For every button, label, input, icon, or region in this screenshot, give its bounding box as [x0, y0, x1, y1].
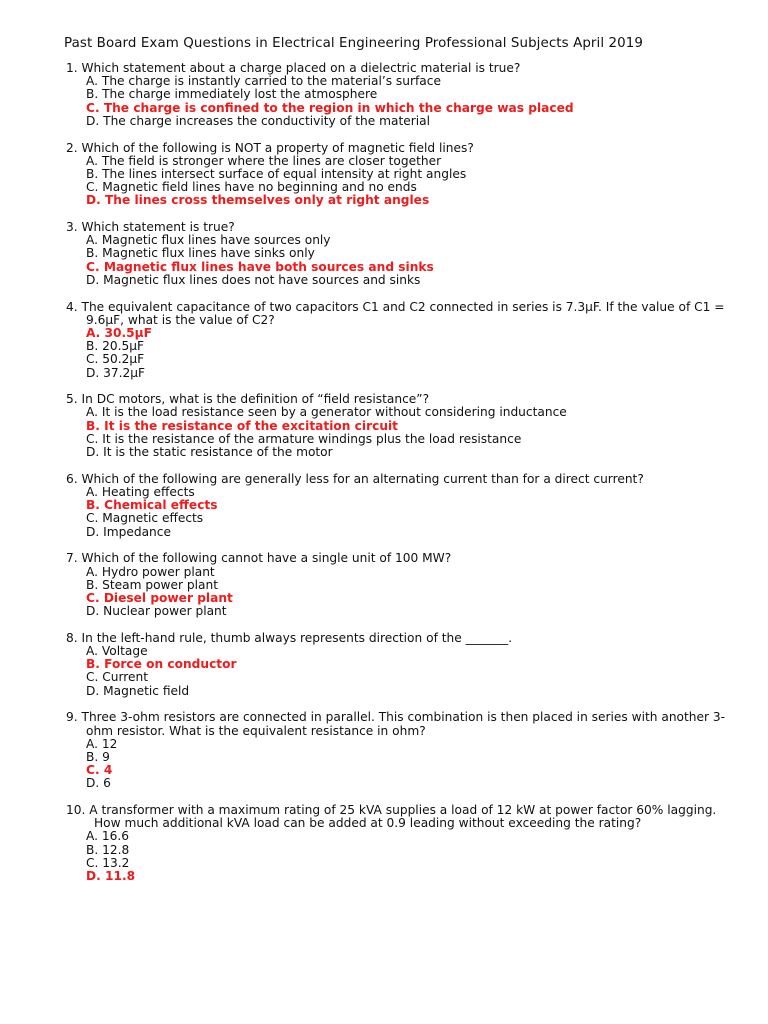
answer-option: C. 13.2 — [86, 855, 130, 870]
correct-answer-option: C. Magnetic flux lines have both sources and sinks — [86, 259, 434, 274]
answer-option: D. Nuclear power plant — [86, 604, 227, 619]
answer-option: A. The charge is instantly carried to the material’s surface — [86, 74, 441, 89]
answer-option: C. It is the resistance of the armature windings plus the load resistance — [86, 431, 522, 446]
answer-options — [66, 155, 736, 208]
answer-options — [66, 738, 736, 791]
question-7 — [66, 552, 736, 618]
answer-options — [66, 566, 736, 619]
answer-option: A. The field is stronger where the lines are closer together — [86, 153, 442, 168]
correct-answer-option: D. The lines cross themselves only at right angles — [86, 193, 430, 208]
answer-option: C. Magnetic effects — [86, 511, 204, 526]
answer-option: D. Impedance — [86, 524, 171, 539]
correct-answer-option: C. The charge is confined to the region in which the charge was placed — [86, 100, 574, 115]
answer-option: B. 9 — [86, 749, 110, 764]
answer-option: B. Steam power plant — [86, 577, 218, 592]
question-stem: 1. Which statement about a charge placed on a dielectric material is true? — [66, 61, 521, 75]
correct-answer-option: C. Diesel power plant — [86, 590, 233, 605]
question-8 — [66, 632, 736, 698]
answer-option: A. Hydro power plant — [86, 564, 215, 579]
answer-option: A. Magnetic flux lines have sources only — [86, 233, 331, 248]
question-3 — [66, 221, 736, 287]
question-stem: 6. Which of the following are generally less for an alternating current than for a direct current? — [66, 471, 644, 486]
question-stem: 5. In DC motors, what is the definition of “field resistance”? — [66, 392, 430, 407]
question-9 — [66, 711, 736, 790]
question-1 — [66, 62, 736, 128]
answer-options — [66, 327, 736, 380]
correct-answer-option: D. 11.8 — [86, 869, 136, 884]
answer-option: D. The charge increases the conductivity of the material — [86, 113, 430, 128]
answer-option: A. 16.6 — [86, 829, 130, 844]
answer-option: C. 50.2μF — [86, 352, 145, 367]
question-5 — [66, 393, 736, 459]
question-4 — [66, 301, 736, 380]
answer-option: A. Heating effects — [86, 484, 195, 499]
question-stem: 2. Which of the following is NOT a property of magnetic field lines? — [66, 140, 474, 155]
answer-option: A. It is the load resistance seen by a generator without considering inductance — [86, 405, 567, 420]
question-list — [66, 62, 736, 897]
answer-options — [66, 486, 736, 539]
answer-option: D. 6 — [86, 776, 111, 791]
question-10 — [66, 804, 736, 883]
question-stem: 9. Three 3-ohm resistors are connected in parallel. This combination is then placed in series with another 3-ohm resistor. What is the equivalent resistance in ohm? — [66, 710, 726, 738]
document-title: Past Board Exam Questions in Electrical Engineering Professional Subjects April 2019 — [64, 36, 644, 51]
question-2 — [66, 142, 736, 208]
answer-options — [66, 75, 736, 128]
answer-option: C. Current — [86, 670, 149, 685]
answer-option: B. The charge immediately lost the atmosphere — [86, 87, 378, 102]
answer-option: B. 20.5μF — [86, 339, 145, 354]
correct-answer-option: A. 30.5μF — [86, 325, 152, 340]
answer-option: A. 12 — [86, 736, 118, 751]
answer-option: B. 12.8 — [86, 842, 130, 857]
answer-options — [66, 645, 736, 698]
question-stem: 8. In the left-hand rule, thumb always represents direction of the _______. — [66, 630, 513, 645]
answer-option: D. Magnetic field — [86, 683, 190, 698]
question-6 — [66, 473, 736, 539]
answer-options — [66, 406, 736, 459]
answer-option: D. 37.2μF — [86, 365, 146, 380]
answer-option: B. Magnetic flux lines have sinks only — [86, 246, 315, 261]
correct-answer-option: B. Chemical effects — [86, 498, 218, 513]
question-stem: 7. Which of the following cannot have a single unit of 100 MW? — [66, 551, 452, 566]
correct-answer-option: B. It is the resistance of the excitation circuit — [86, 418, 398, 433]
correct-answer-option: C. 4 — [86, 763, 113, 778]
question-stem: 3. Which statement is true? — [66, 220, 235, 235]
answer-option: D. Magnetic flux lines does not have sources and sinks — [86, 272, 421, 287]
answer-options — [66, 234, 736, 287]
answer-options — [66, 830, 736, 883]
answer-option: B. The lines intersect surface of equal intensity at right angles — [86, 166, 467, 181]
answer-option: A. Voltage — [86, 644, 148, 659]
answer-option: C. Magnetic field lines have no beginning and no ends — [86, 180, 417, 195]
question-stem: 4. The equivalent capacitance of two capacitors C1 and C2 connected in series is 7.3μF. If the value of C1 = 9.6μF, what is the value of C2? — [66, 299, 725, 327]
correct-answer-option: B. Force on conductor — [86, 657, 237, 672]
question-stem: 10. A transformer with a maximum rating of 25 kVA supplies a load of 12 kW at power factor 60% lagging. How much additional kVA load can be added at 0.9 leading without exceeding the rating? — [66, 803, 717, 831]
answer-option: D. It is the static resistance of the motor — [86, 445, 333, 460]
